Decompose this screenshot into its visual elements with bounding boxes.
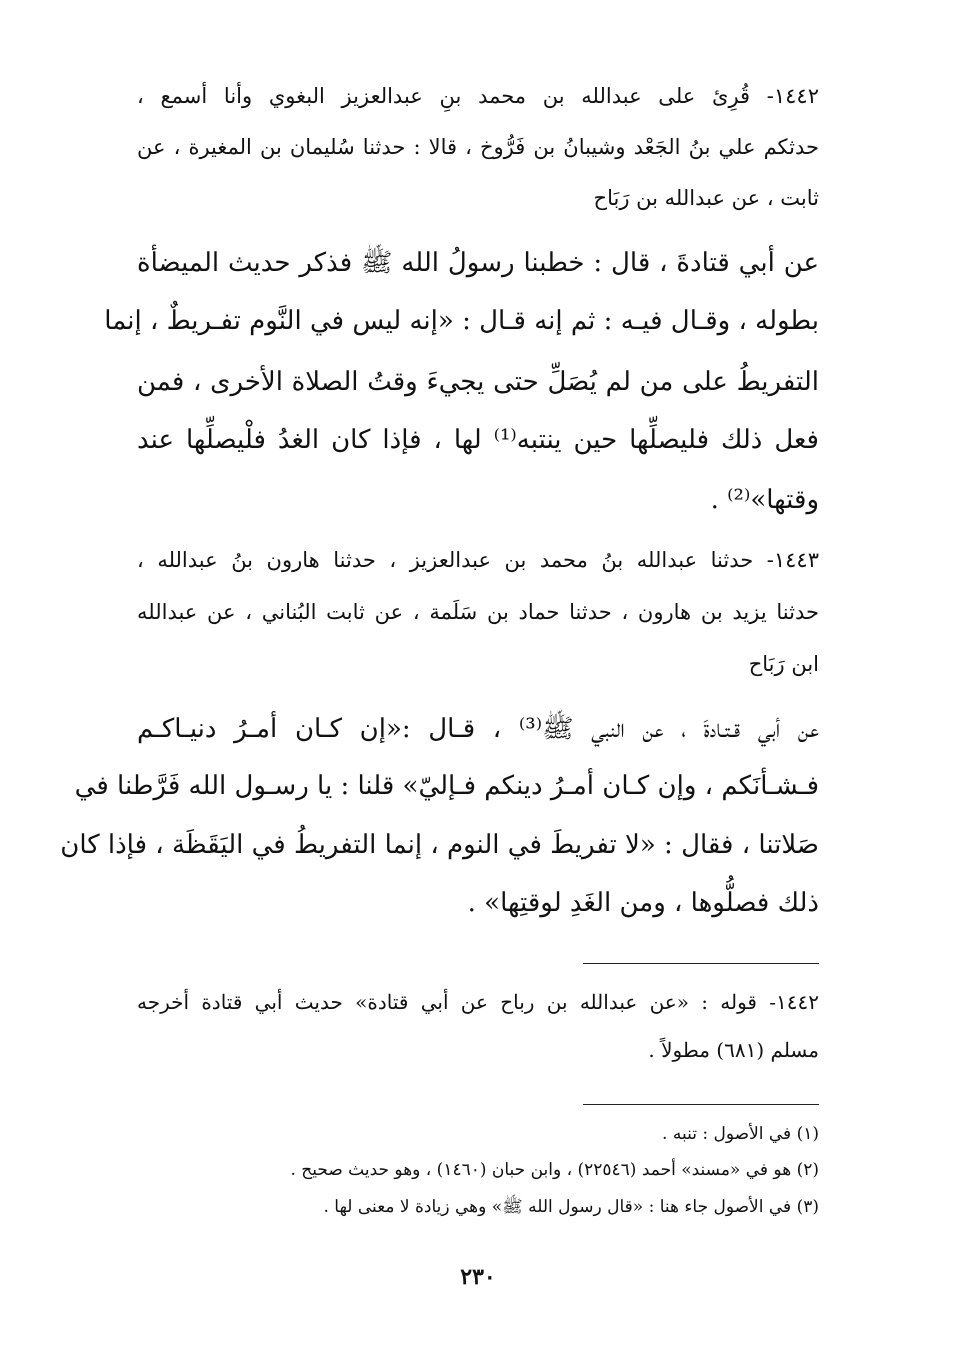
- commentary-separator: [583, 963, 819, 964]
- commentary-line-2: مسلم (٦٨١) مطولاً .: [648, 1038, 819, 1062]
- hadith-1442-chain-line-1: ١٤٤٢- قُرِئ على عبدالله بن محمد بنِ عبدالعزيز البغوي وأنا أسمع ،: [137, 84, 819, 108]
- hadith-1443-matn-line-1: عن أبي قـتـادةَ ، عن النبي ﷺ⁽³⁾ ، قـال :«إن كـان أمـرُ دنيـاكـم: [137, 714, 819, 744]
- hadith-1443-matn-line-4: ذلك فصلُّوها ، ومن الغَدِ لوقتِها» .: [467, 888, 819, 918]
- commentary-line-1: ١٤٤٢- قوله : «عن عبدالله بن رباح عن أبي قتادة» حديث أبي قتادة أخرجه: [137, 990, 819, 1014]
- hadith-1442-matn-line-5: وقتها»⁽²⁾ .: [710, 485, 819, 515]
- footnotes-separator: [583, 1104, 819, 1105]
- footnote-1: (١) في الأصول : تنبه .: [662, 1124, 819, 1144]
- footnote-2: (٢) هو في «مسند» أحمد (٢٢٥٤٦) ، وابن حبان (١٤٦٠) ، وهو حديث صحيح .: [290, 1160, 819, 1180]
- hadith-1443-chain-line-1: ١٤٤٣- حدثنا عبدالله بنُ محمد بن عبدالعزيز ، حدثنا هارون بنُ عبدالله ،: [137, 548, 819, 572]
- hadith-1442-chain-line-3: ثابت ، عن عبدالله بن رَبَاح: [593, 186, 819, 210]
- page-number: ٢٣٠: [460, 1264, 496, 1290]
- hadith-1443-chain-line-2: حدثنا يزيد بن هارون ، حدثنا حماد بن سَلَمة ، عن ثابت البُناني ، عن عبدالله: [137, 600, 819, 624]
- hadith-1442-matn-line-4: فعل ذلك فليصلِّها حين ينتبه⁽¹⁾ لها ، فإذا كان الغدُ فلْيصلِّها عند: [137, 425, 819, 455]
- hadith-1442-matn-line-3: التفريطُ على من لم يُصَلِّ حتى يجيءَ وقتُ الصلاة الأخرى ، فمن: [137, 367, 819, 397]
- hadith-1443-matn-line-3: صَلاتنا ، فقال : «لا تفريطَ في النوم ، إنما التفريطُ في اليَقَظَة ، فإذا كان: [60, 830, 819, 860]
- hadith-1442-matn-line-1: عن أبي قتادةَ ، قال : خطبنا رسولُ الله ﷺ فذكر حديث الميضأة: [137, 248, 819, 278]
- hadith-1442-chain-line-2: حدثكم علي بنُ الجَعْد وشيبانُ بن فَرُّوخ ، قالا : حدثنا سُليمان بن المغيرة ، عن: [137, 135, 819, 159]
- hadith-1443-chain-line-3: ابن رَبَاح: [748, 652, 819, 676]
- hadith-1443-matn-line-2: فـشـأنَكم ، وإن كـان أمـرُ دينكم فـإليّ» قلنا : يا رسـول الله فَرَّطنا في: [74, 771, 819, 801]
- hadith-1442-matn-line-2: بطوله ، وقـال فيـه : ثم إنه قـال : «إنه ليس في النَّوم تفـريطٌ ، إنما: [104, 306, 819, 336]
- footnote-3: (٣) في الأصول جاء هنا : «قال رسول الله ﷺ» وهي زيادة لا معنى لها .: [323, 1197, 819, 1217]
